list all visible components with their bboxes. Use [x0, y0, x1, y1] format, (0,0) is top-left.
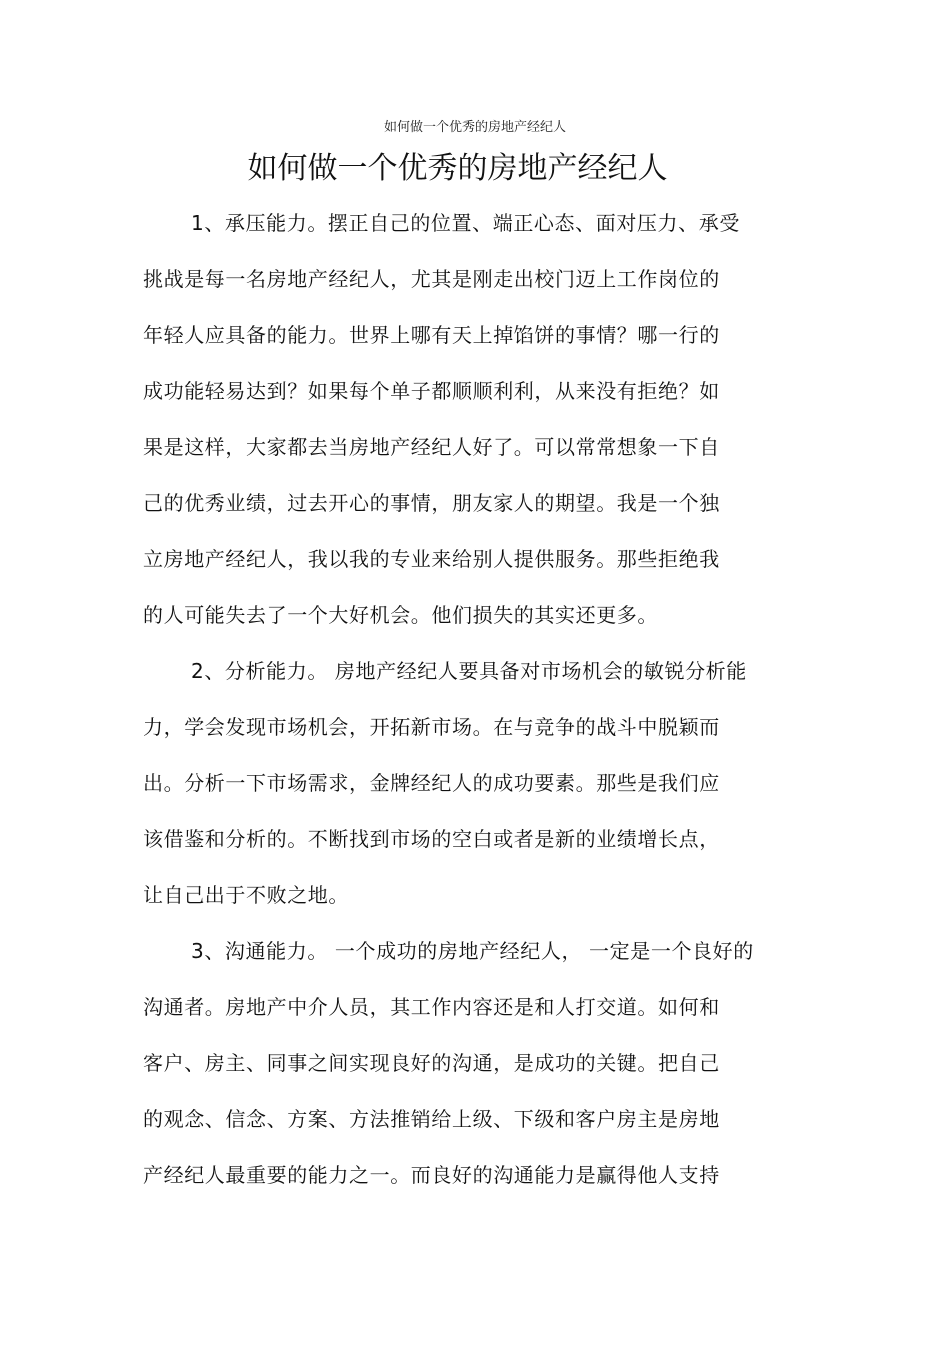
paragraph-3-line-2: 沟通者。房地产中介人员，其工作内容还是和人打交道。如何和	[143, 995, 720, 1019]
running-header: 如何做一个优秀的房地产经纪人	[383, 120, 566, 135]
paragraph-3-line-1: 3、沟通能力。 一个成功的房地产经纪人， 一定是一个良好的	[191, 939, 754, 963]
paragraph-3-line-3: 客户、房主、同事之间实现良好的沟通，是成功的关键。把自己	[143, 1051, 720, 1075]
paragraph-1-line-4: 成功能轻易达到？如果每个单子都顺顺利利，从来没有拒绝？如	[143, 379, 720, 403]
document-title: 如何做一个优秀的房地产经纪人	[247, 151, 668, 186]
paragraph-2-line-4: 该借鉴和分析的。不断找到市场的空白或者是新的业绩增长点，	[143, 827, 720, 851]
paragraph-3-line-5: 产经纪人最重要的能力之一。而良好的沟通能力是赢得他人支持	[143, 1163, 720, 1187]
paragraph-1-line-3: 年轻人应具备的能力。世界上哪有天上掉馅饼的事情？哪一行的	[143, 323, 720, 347]
paragraph-2-line-2: 力，学会发现市场机会，开拓新市场。在与竞争的战斗中脱颖而	[143, 715, 720, 739]
paragraph-2-line-5: 让自己出于不败之地。	[143, 883, 349, 907]
paragraph-1-line-6: 己的优秀业绩，过去开心的事情，朋友家人的期望。我是一个独	[143, 491, 720, 515]
paragraph-2-line-3: 出。分析一下市场需求，金牌经纪人的成功要素。那些是我们应	[143, 771, 720, 795]
paragraph-2-line-1: 2、分析能力。 房地产经纪人要具备对市场机会的敏锐分析能	[191, 659, 747, 683]
paragraph-1-line-5: 果是这样，大家都去当房地产经纪人好了。可以常常想象一下自	[143, 435, 720, 459]
paragraph-1-line-1: 1、承压能力。摆正自己的位置、端正心态、面对压力、承受	[191, 211, 740, 235]
paragraph-3-line-4: 的观念、信念、方案、方法推销给上级、下级和客户房主是房地	[143, 1107, 720, 1131]
paragraph-1-line-2: 挑战是每一名房地产经纪人，尤其是刚走出校门迈上工作岗位的	[143, 267, 720, 291]
paragraph-1-line-7: 立房地产经纪人，我以我的专业来给别人提供服务。那些拒绝我	[143, 547, 720, 571]
paragraph-1-line-8: 的人可能失去了一个大好机会。他们损失的其实还更多。	[143, 603, 658, 627]
